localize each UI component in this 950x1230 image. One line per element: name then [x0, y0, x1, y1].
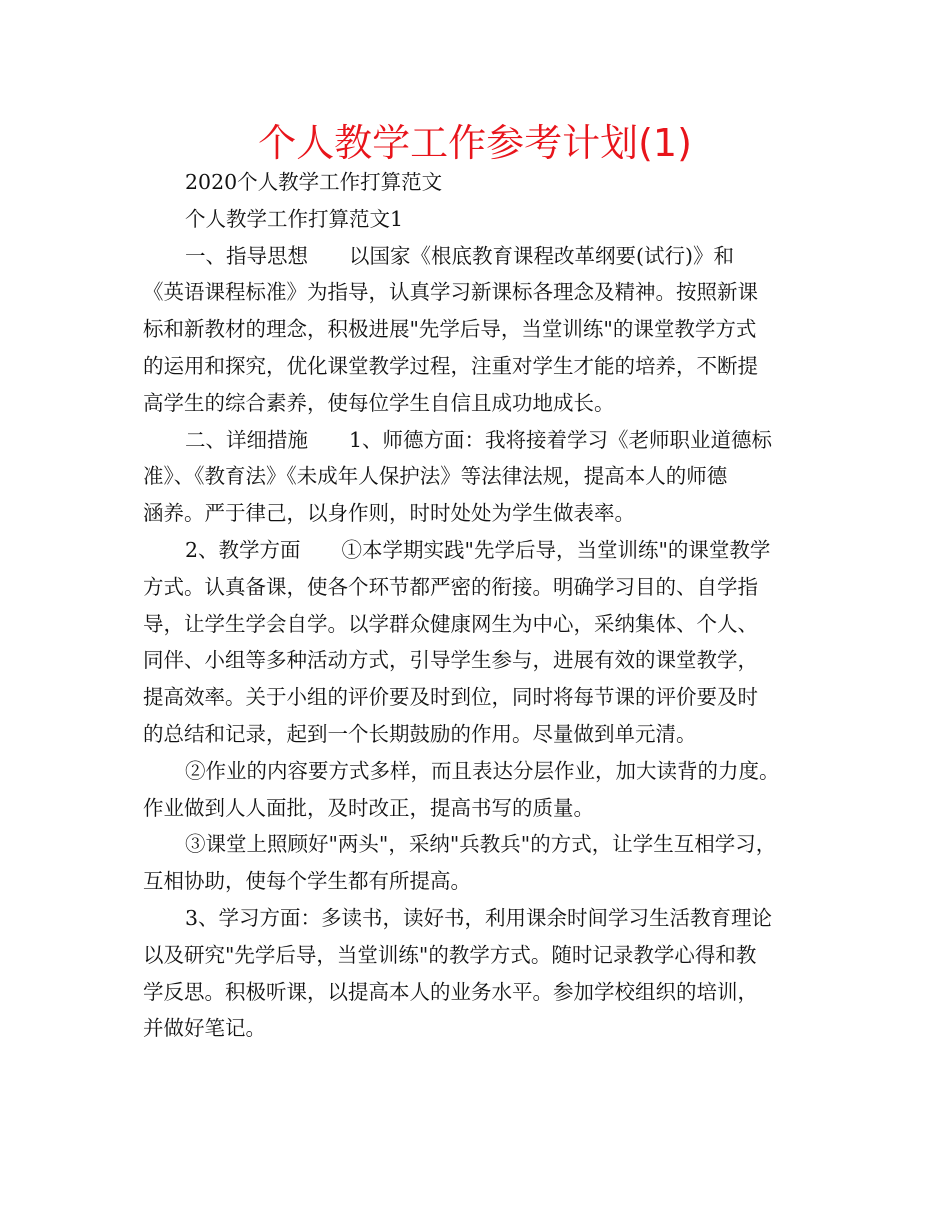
body-line: 涵养。严于律己，以身作则，时时处处为学生做表率。 — [143, 501, 635, 526]
body-line: 个人教学工作打算范文1 — [185, 206, 404, 231]
body-line: 准》、《教育法》《未成年人保护法》等法律法规，提高本人的师德 — [143, 464, 728, 489]
body-line: 互相协助，使每个学生都有所提高。 — [143, 869, 471, 894]
body-line: 提高效率。关于小组的评价要及时到位，同时将每节课的评价要及时 — [143, 685, 758, 710]
body-line: ②作业的内容要方式多样，而且表达分层作业，加大读背的力度。 — [185, 758, 780, 783]
body-line: 以及研究"先学后导，当堂训练"的教学方式。随时记录教学心得和教 — [143, 942, 757, 967]
body-line: ③课堂上照顾好"两头"，采纳"兵教兵"的方式，让学生互相学习， — [185, 832, 777, 857]
body-line: 二、详细措施 1、师德方面：我将接着学习《老师职业道德标 — [185, 427, 773, 452]
body-line: 学反思。积极听课，以提高本人的业务水平。参加学校组织的培训， — [143, 979, 758, 1004]
body-line: 2020个人教学工作打算范文 — [185, 170, 443, 194]
document-body — [143, 164, 823, 1047]
body-line: 2、教学方面 ①本学期实践"先学后导，当堂训练"的课堂教学 — [185, 537, 771, 562]
body-line: 的总结和记录，起到一个长期鼓励的作用。尽量做到单元清。 — [143, 721, 697, 746]
body-line: 3、学习方面：多读书，读好书，利用课余时间学习生活教育理论 — [185, 905, 773, 930]
body-line: 标和新教材的理念，积极进展"先学后导，当堂训练"的课堂教学方式 — [143, 317, 757, 342]
body-line: 方式。认真备课，使各个环节都严密的衔接。明确学习目的、自学指 — [143, 574, 758, 599]
body-line: 一、指导思想 以国家《根底教育课程改革纲要(试行)》和 — [185, 243, 734, 268]
body-line: 《英语课程标准》为指导，认真学习新课标各理念及精神。按照新课 — [143, 280, 758, 305]
body-line: 同伴、小组等多种活动方式，引导学生参与，进展有效的课堂教学， — [143, 648, 758, 673]
body-line: 高学生的综合素养，使每位学生自信且成功地成长。 — [143, 390, 615, 415]
document-title: 个人教学工作参考计划(1) — [258, 121, 692, 165]
body-line: 作业做到人人面批，及时改正，提高书写的质量。 — [143, 795, 594, 820]
body-line: 并做好笔记。 — [143, 1016, 266, 1041]
body-line: 导，让学生学会自学。以学群众健康网生为中心，采纳集体、个人、 — [143, 611, 758, 636]
body-line: 的运用和探究，优化课堂教学过程，注重对学生才能的培养，不断提 — [143, 353, 758, 378]
